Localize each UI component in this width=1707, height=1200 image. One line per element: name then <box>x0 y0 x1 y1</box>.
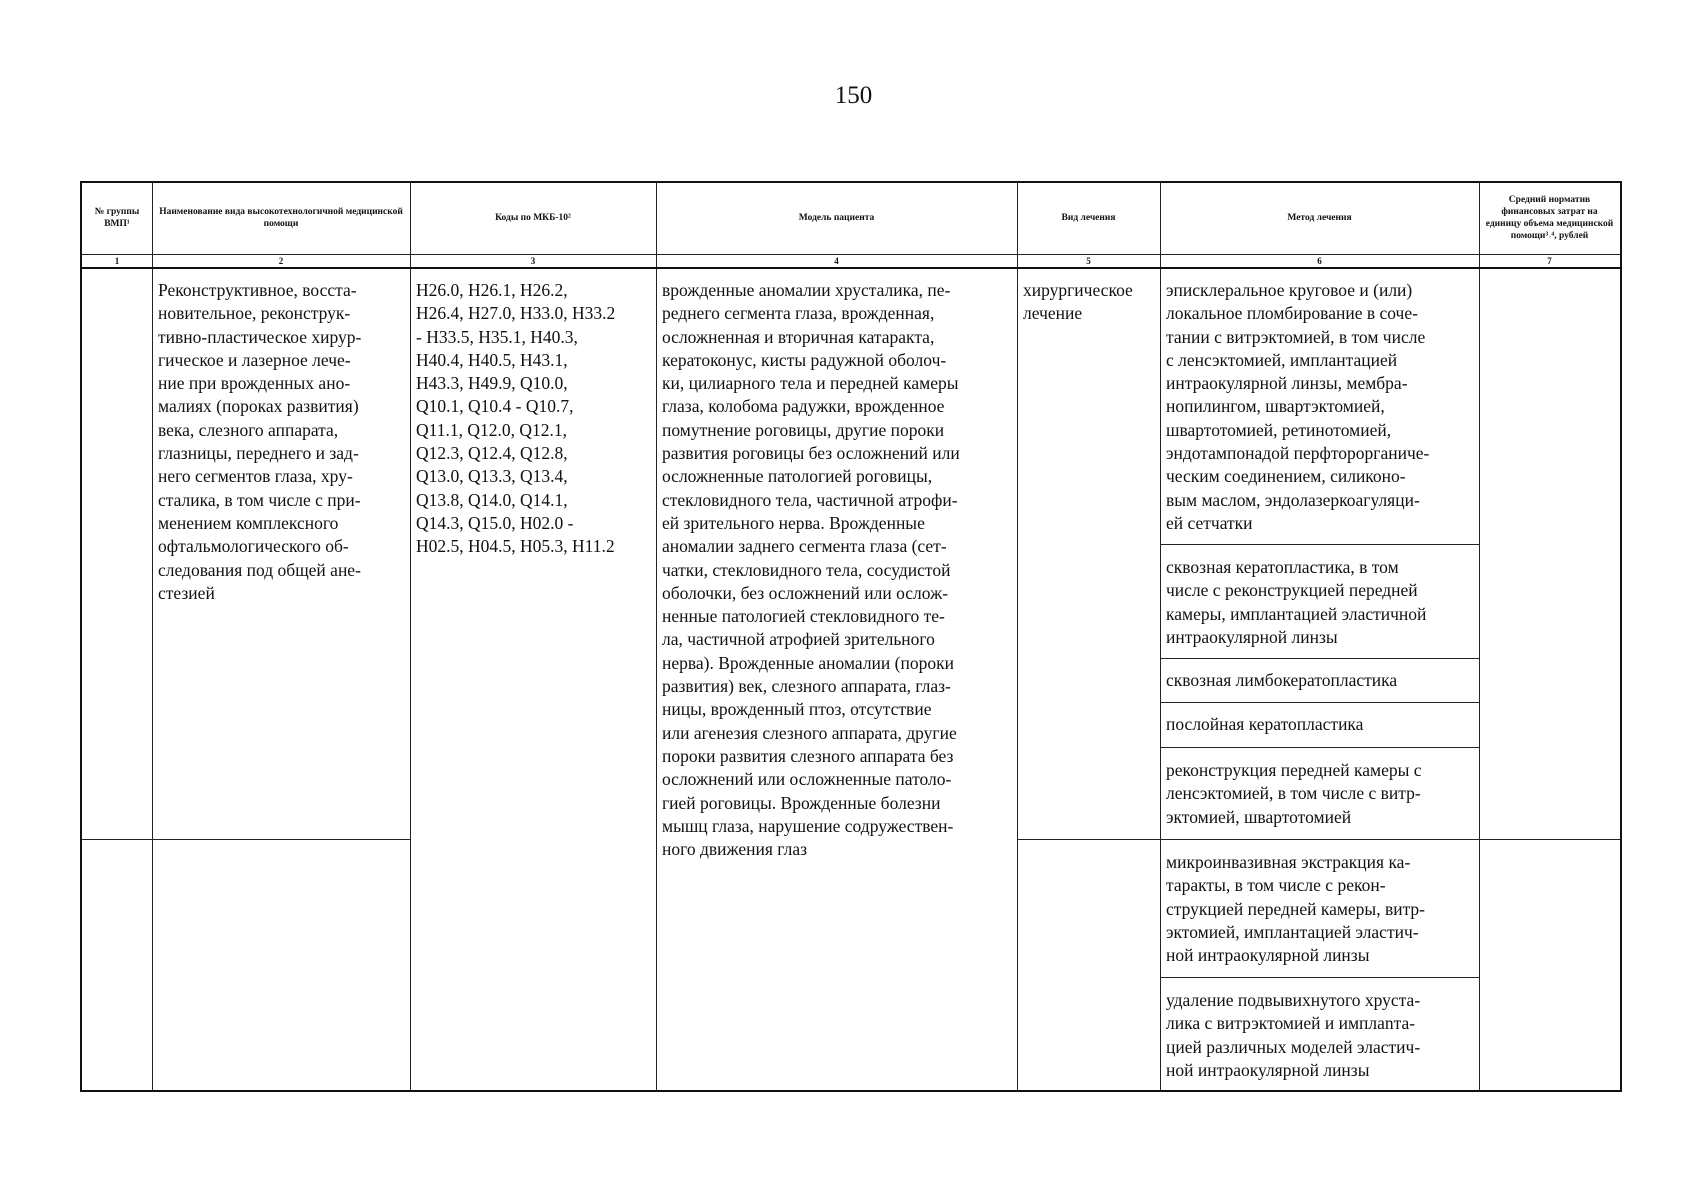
column-number: 4 <box>834 256 839 266</box>
column-number: 6 <box>1317 256 1322 266</box>
patient-model: врожденные аномалии хрусталика, пе- реднего сегмента глаза, врожденная, осложненная и вторичная катаракта, кератоконус, кисты радужной оболоч- ки, цилиарного тела и передней камеры глаза, колобома радужки, врожденное помутнение роговицы, другие пороки развития роговицы без осложнений или осложненные патологией роговицы, стекловидного тела, частичной атрофи- ей зрительного нерва. Врожденные аномалии заднего сегмента глаза (сет- чатки, стекловидного тела, сосудистой оболочки, без осложнений или ослож- ненные патологией стекловидного те- ла, частичной атрофией зрительного нерва). Врожденные аномалии (пороки развития) век, слезного аппарата, глаз- ницы, врожденный птоз, отсутствие или агенезия слезного аппарата, другие пороки развития слезного аппарата без осложнений или осложненные патоло- гией роговицы. Врожденные болезни мышц глаза, нарушение содружествен- ного движения глаз <box>662 280 960 860</box>
column-number: 2 <box>278 256 284 266</box>
header-group-number: № группы ВМП¹ <box>94 207 140 229</box>
treatment-method: удаление подвывихнутого хруста- лика с витрэктомией и имплanта- цией различных моделей эластич- ной интраокулярной линзы <box>1166 990 1421 1080</box>
treatment-type: хирургическое лечение <box>1023 280 1133 324</box>
treatment-method: сквозная лимбокератопластика <box>1166 670 1398 690</box>
vmp-table <box>80 181 1622 1092</box>
header-care-type-name: Наименование вида высокотехнологичной медицинской помощи <box>159 207 403 229</box>
header-treatment-method: Метод лечения <box>1287 213 1352 224</box>
header-average-cost: Средний норматив финансовых затрат на единицу объема медицинской помощи³˒⁴, рублей <box>1485 195 1614 241</box>
treatment-method: микроинвазивная экстракция ка- таракты, в том числе с рекон- струкцией передней камеры, витр- эктомией, имплантацией эластич- ной интраокулярной линзы <box>1166 852 1426 966</box>
icd-codes: H26.0, H26.1, H26.2, H26.4, H27.0, H33.0, H33.2 - H33.5, H35.1, H40.3, H40.4, H40.5, H43.1, H43.3, H49.9, Q10.0, Q10.1, Q10.4 - Q10.7, Q11.1, Q12.0, Q12.1, Q12.3, Q12.4, Q12.8, Q13.0, Q13.3, Q13.4, Q13.8, Q14.0, Q14.1, Q14.3, Q15.0, H02.0 - H02.5, H04.5, H05.3, H11.2 <box>416 280 616 557</box>
care-type-name: Реконструктивное, восста- новительное, реконструк- тивно-пластическое хирур- гическое и лазерное лече- ние при врожденных ано- малиях (пороках развития) века, слезного аппарата, глазницы, переднего и зад- него сегментов глаза, хру- сталика, в том числе с при- менением комплексного офтальмологического об- следования под общей ане- стезией <box>158 280 362 603</box>
header-patient-model: Модель пациента <box>798 213 875 224</box>
header-icd-codes: Коды по МКБ-10² <box>495 213 571 224</box>
column-number: 5 <box>1086 256 1091 266</box>
page-number: 150 <box>834 82 873 109</box>
treatment-method: сквозная кератопластика, в том числе с реконструкцией передней камеры, имплантацией эластичной интраокулярной линзы <box>1166 557 1427 647</box>
treatment-method: реконструкция передней камеры с ленсэктомией, в том числе с витр- эктомией, швартотомией <box>1166 760 1422 827</box>
treatment-method: эписклеральное круговое и (или) локальное пломбирование в сочe- тании с витрэктомией, в том числе с ленсэктомией, имплантацией интраокулярной линзы, мембра- нопилингом, швартэктомией, швартотомией, ретинотомией, эндотампонадой перфторорганиче- ческим соединением, силиконо- вым маслом, эндолазеркоагуляци- ей сетчатки <box>1166 280 1430 533</box>
column-number: 7 <box>1547 256 1552 266</box>
header-treatment-type: Вид лечения <box>1061 213 1116 224</box>
treatment-method: послойная кератопластика <box>1166 714 1364 734</box>
column-number: 1 <box>114 256 120 266</box>
column-number: 3 <box>530 256 536 266</box>
